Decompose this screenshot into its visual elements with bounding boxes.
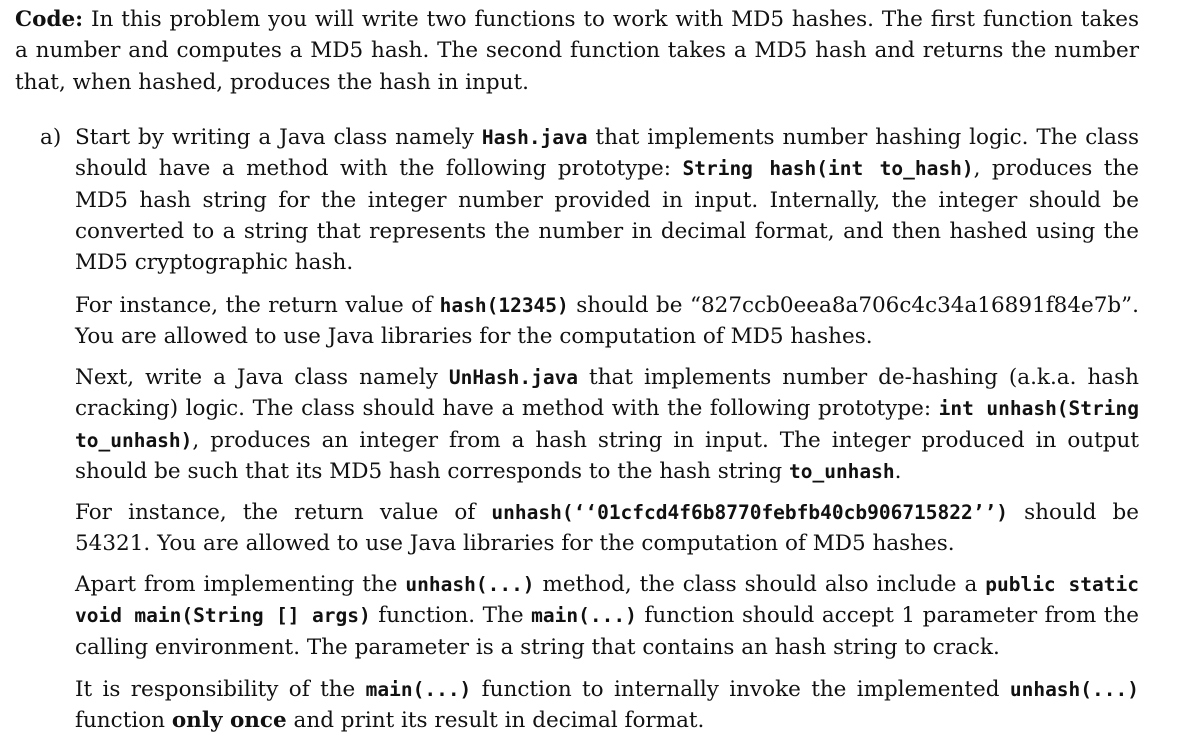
paragraph-unhash-example: [75, 497, 1139, 560]
p4-code-unhash-call: unhash(‘‘01cfcd4f6b8770febfb40cb906715822’’): [491, 501, 1008, 524]
p6-text-2: function to internally invoke the implemented: [471, 677, 1010, 702]
p6-text-3: function: [75, 708, 172, 734]
p3-text-1: Next, write a Java class namely: [75, 365, 449, 390]
item-a-marker: a): [40, 125, 62, 150]
p3-text-3: , produces an integer from a hash string in input. The integer produced in output should be such that its MD5 hash corresponds to the hash string: [75, 427, 1139, 484]
p5-code-main: main(...): [531, 604, 637, 628]
p6-text-1: It is responsibility of the: [75, 677, 366, 702]
p3-text-4: .: [894, 458, 902, 484]
intro-paragraph: [15, 4, 1139, 98]
intro-text: In this problem you will write two functions to work with MD5 hashes. The first function takes a number and computes a MD5 hash. The second function takes a MD5 hash and returns the number that, when hashed, produces the hash in input.: [15, 7, 1139, 95]
p5-code-main-signature: public static void main(String [] args): [75, 573, 1139, 628]
p1-code-hash-java: Hash.java: [481, 126, 588, 149]
paragraph-main-responsibility: [75, 674, 1139, 737]
p5-text-1: Apart from implementing the: [75, 572, 406, 597]
p1-text-3: , produces the MD5 hash string for the integer number provided in input. Internally, the integer should be converted to a string that represents the number in decimal format, and then hashed using the MD5 cryptographic hash.: [75, 156, 1140, 276]
p5-text-3: function. The: [370, 603, 532, 629]
p2-text-1: For instance, the return value of: [75, 293, 440, 318]
p1-text-2: that implements number hashing logic. The class should have a method with the following prototype:: [75, 125, 1139, 182]
p3-code-to-unhash: to_unhash: [788, 459, 895, 483]
p5-text-2: method, the class should also include a: [534, 572, 986, 597]
p3-code-prototype: int unhash(String to_unhash): [75, 397, 1139, 452]
p1-code-prototype: String hash(int to_hash): [682, 157, 974, 181]
p6-text-4: and print its result in decimal format.: [286, 708, 705, 734]
p3-code-unhash-java: UnHash.java: [448, 366, 579, 389]
p6-bold-only-once: only once: [171, 708, 287, 734]
p4-text-1: For instance, the return value of: [75, 500, 492, 525]
p3-text-2: that implements number de-hashing (a.k.a. hash cracking) logic. The class should have a method with the following prototype:: [75, 365, 1139, 422]
paragraph-main-function: [75, 569, 1139, 663]
p6-code-main: main(...): [365, 678, 472, 701]
paragraph-hash-example: [75, 290, 1139, 353]
p6-code-unhash: unhash(...): [1009, 678, 1139, 701]
p2-text-2: should be “827ccb0eea8a706c4c34a16891f84e7b”. You are allowed to use Java libraries for the computation of MD5 hashes.: [75, 293, 1140, 350]
p5-text-4: function should accept 1 parameter from the calling environment. The parameter is a string that contains an hash string to crack.: [75, 603, 1140, 660]
p5-code-unhash: unhash(...): [405, 573, 535, 596]
paragraph-hash-class: [75, 122, 1139, 278]
paragraph-unhash-class: [75, 362, 1139, 487]
p4-text-2: should be 54321. You are allowed to use Java libraries for the computation of MD5 hashes.: [75, 500, 1140, 557]
code-label: Code:: [15, 7, 84, 32]
p2-code-hash-call: hash(12345): [439, 294, 569, 317]
p1-text-1: Start by writing a Java class namely: [75, 125, 482, 150]
